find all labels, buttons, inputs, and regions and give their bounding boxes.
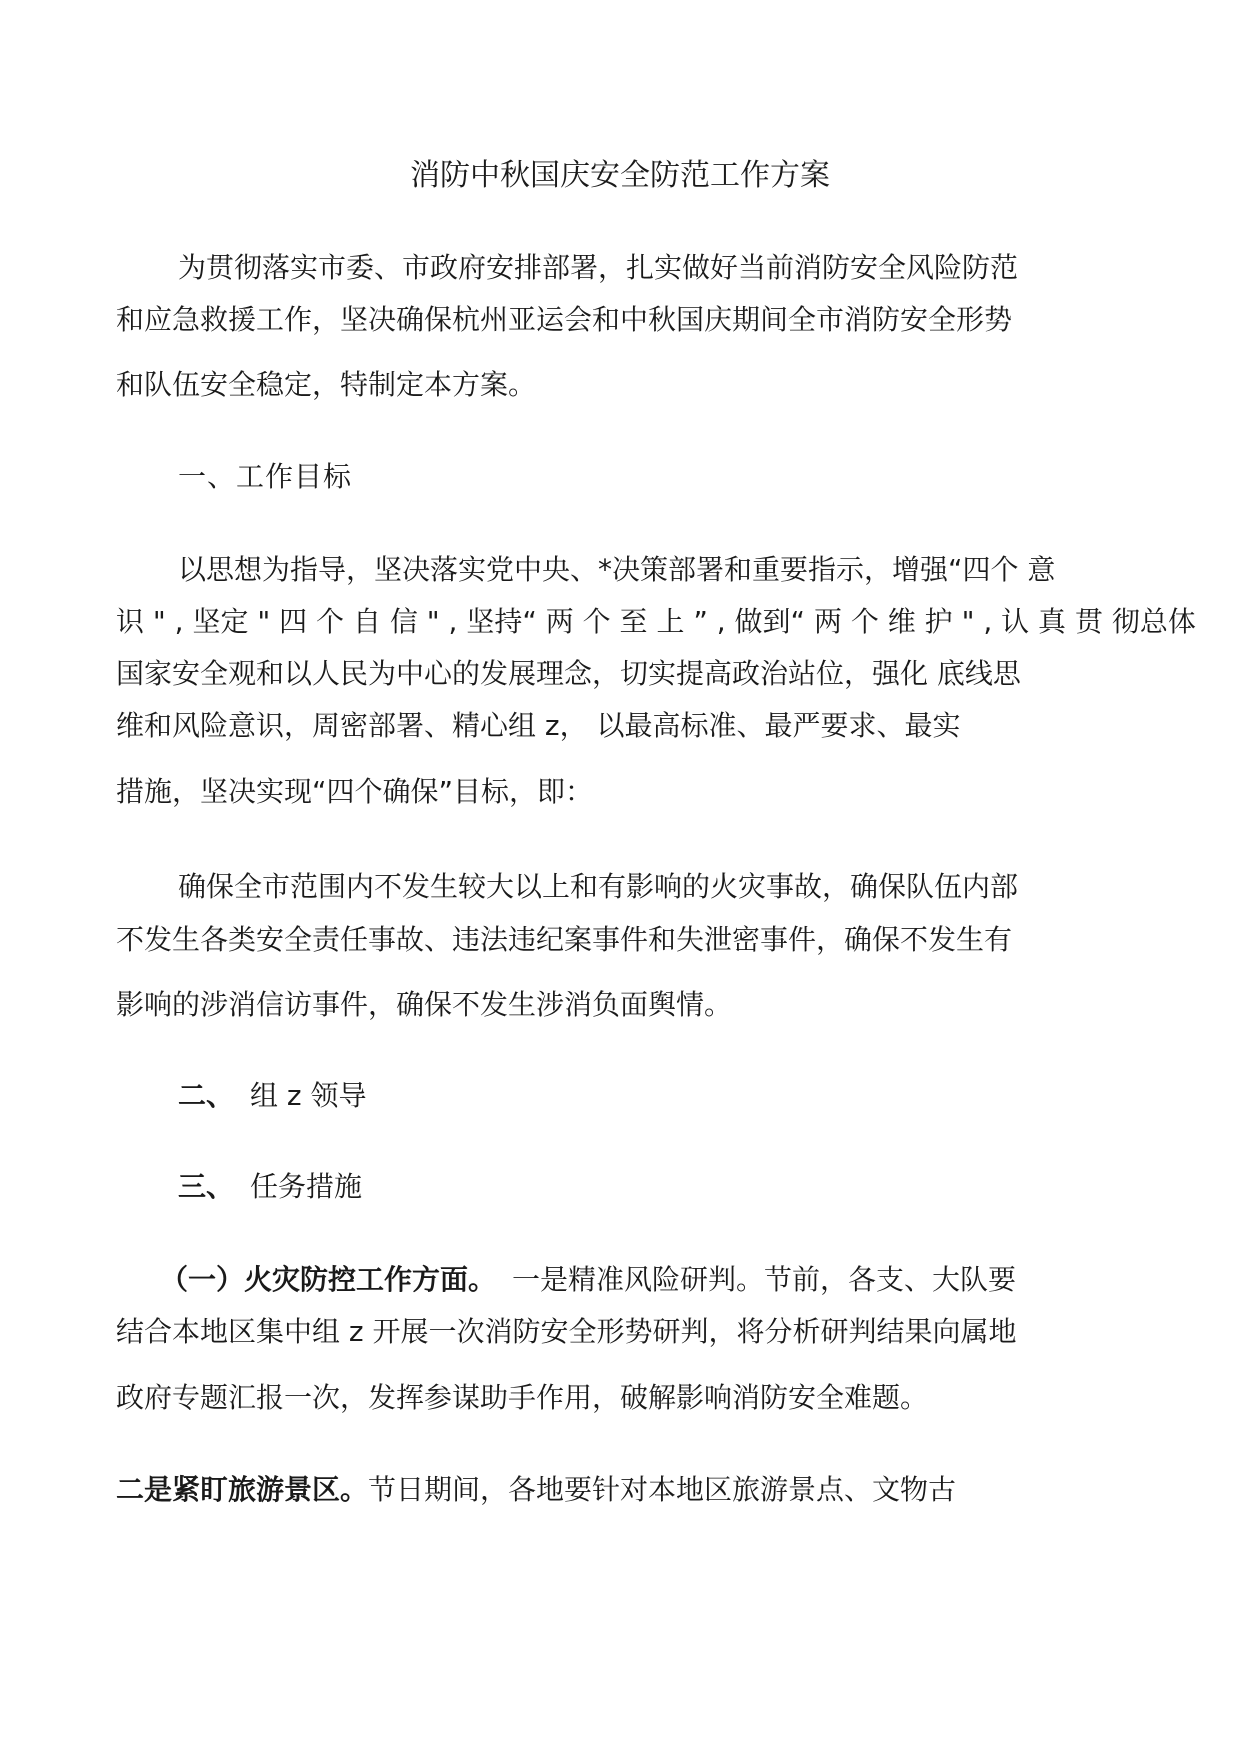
section-number: 三、: [178, 1170, 235, 1203]
item-text: 节日期间，各地要针对本地区旅游景点、文物古: [368, 1473, 957, 1506]
section-heading-measures: [178, 1167, 362, 1207]
item-label: 二是紧盯旅游景区。: [116, 1473, 369, 1506]
goals-para1-line-5: 措施，坚决实现“四个确保”目标，即：: [116, 775, 594, 808]
subsection-label: （一）火灾防控工作方面。: [160, 1263, 497, 1296]
subsection-fire-prevention-line-3: 政府专题汇报一次，发挥参谋助手作用，破解影响消防安全难题。: [116, 1381, 929, 1414]
goals-para1-line-3: 国家安全观和以人民为中心的发展理念，切实提高政治站位，强化 底线思: [116, 657, 1021, 690]
subsection-text: 一是精准风险研判。节前，各支、大队要: [512, 1263, 1017, 1296]
goals-para2-line-2: 不发生各类安全责任事故、违法违纪案事件和失泄密事件，确保不发生有: [116, 923, 1013, 956]
goals-para1-line-2: 识 " , 坚定 " 四 个 自 信 " , 坚持“ 两 个 至 上 ” , 做到“ 两 个 维 护 " , 认 真 贯 彻总体: [116, 605, 1196, 638]
section-number: 二、: [178, 1079, 235, 1112]
section-heading-goals: 一、工作目标: [178, 460, 353, 493]
section-title: 组 z 领导: [250, 1079, 367, 1112]
goals-para1-line-4: 维和风险意识，周密部署、精心组 z， 以最高标准、最严要求、最实: [116, 709, 961, 742]
document-title: 消防中秋国庆安全防范工作方案: [410, 158, 830, 193]
subsection-fire-prevention-line-1: [160, 1260, 1016, 1300]
goals-para1-line-1: 以思想为指导，坚决落实党中央、*决策部署和重要指示，增强“四个 意: [178, 553, 1056, 586]
intro-line-2: 和应急救援工作，坚决确保杭州亚运会和中秋国庆期间全市消防安全形势: [116, 303, 1013, 336]
item-tourist-attractions-line-1: [116, 1470, 956, 1510]
section-heading-leadership: [178, 1076, 367, 1116]
goals-para2-line-1: 确保全市范围内不发生较大以上和有影响的火灾事故，确保队伍内部: [178, 870, 1019, 903]
goals-para2-line-3: 影响的涉消信访事件，确保不发生涉消负面舆情。: [116, 988, 733, 1021]
section-title: 任务措施: [250, 1170, 363, 1203]
intro-line-1: 为贯彻落实市委、市政府安排部署，扎实做好当前消防安全风险防范: [178, 251, 1019, 284]
intro-line-3: 和队伍安全稳定，特制定本方案。: [116, 368, 537, 401]
subsection-fire-prevention-line-2: 结合本地区集中组 z 开展一次消防安全形势研判，将分析研判结果向属地: [116, 1315, 1017, 1348]
